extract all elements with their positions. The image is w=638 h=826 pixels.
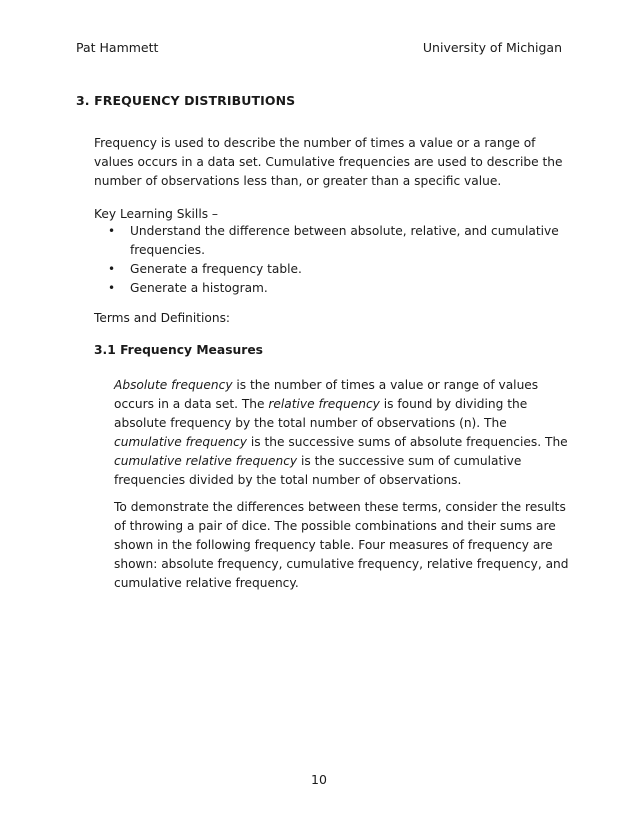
header-author: Pat Hammett	[76, 40, 159, 55]
section-title: 3. FREQUENCY DISTRIBUTIONS	[76, 93, 296, 108]
skills-list	[94, 222, 564, 298]
subsection-title: 3.1 Frequency Measures	[94, 343, 263, 357]
term-relative-frequency: relative frequency	[268, 397, 380, 411]
term-absolute-frequency: Absolute frequency	[114, 378, 233, 392]
intro-paragraph: Frequency is used to describe the number of times a value or a range of values occurs in a data set. Cumulative frequencies are used to describe the number of observations less than, or greater than a specific value.	[94, 136, 563, 188]
header-institution: University of Michigan	[422, 40, 562, 55]
page-number: 10	[311, 772, 327, 787]
skills-heading: Key Learning Skills –	[94, 207, 219, 221]
definitions-paragraph: Absolute frequency is the number of times a value or range of values occurs in a data set. The relative frequency is found by dividing the absolute frequency by the total number of observations (n). The cumulative frequency is the successive sums of absolute frequencies. The cumulative relative frequency is the successive sum of cumulative frequencies divided by the total number of observations.	[114, 378, 568, 487]
bullet-icon: •	[108, 224, 116, 238]
term-cumulative-frequency: cumulative frequency	[114, 435, 248, 449]
bullet-icon: •	[108, 262, 116, 276]
demo-paragraph: To demonstrate the differences between these terms, consider the results of throwing a pair of dice. The possible combinations and their sums are shown in the following frequency table. Four measures of frequency are shown: absolute frequency, cumulative frequency, relative frequency, and cumulative relative frequency.	[114, 500, 569, 590]
bullet-icon: •	[108, 281, 116, 295]
list-item: • Generate a histogram.	[94, 279, 564, 298]
list-item: • Generate a frequency table.	[94, 260, 564, 279]
terms-heading: Terms and Definitions:	[94, 311, 231, 325]
list-item: • Understand the difference between absolute, relative, and cumulative frequencies.	[108, 224, 559, 257]
term-cumulative-relative-frequency: cumulative relative frequency	[114, 454, 298, 468]
